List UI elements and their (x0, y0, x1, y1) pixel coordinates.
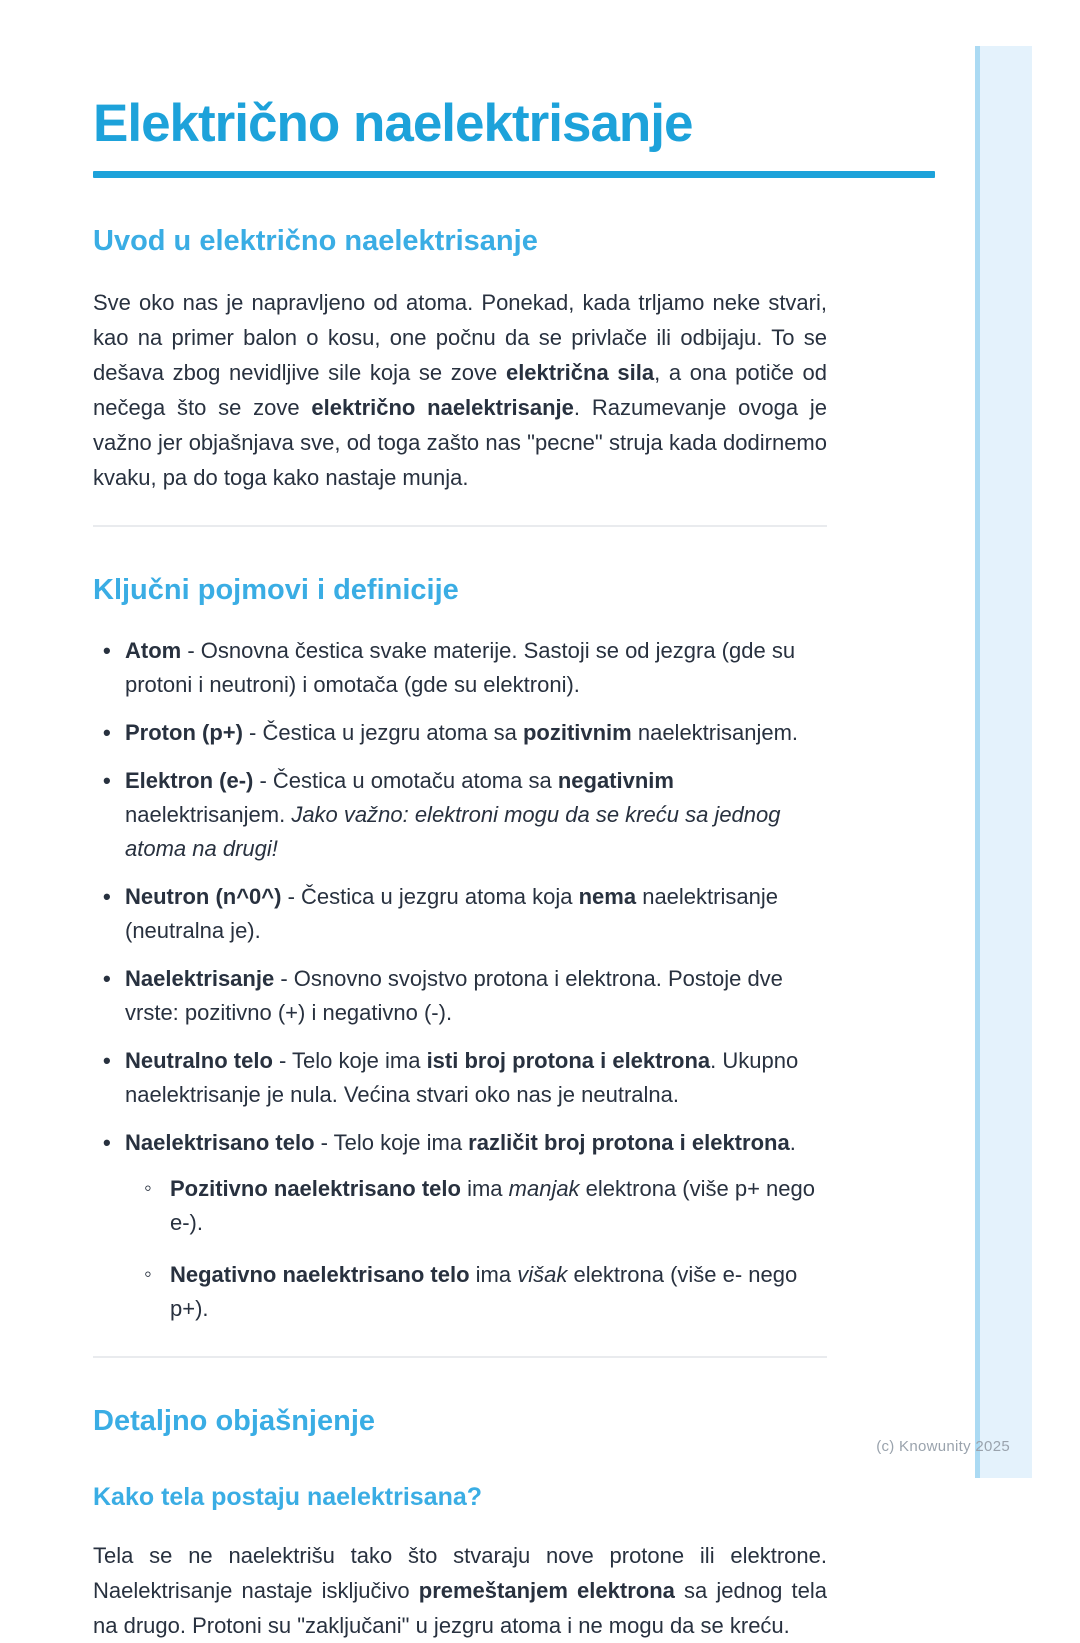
text-segment: različit broj protona i elektrona (468, 1129, 790, 1155)
text-segment: Elektron (e-) (125, 767, 254, 793)
text-segment: nema (578, 883, 637, 909)
text-segment: naelektrisanjem. (631, 719, 799, 745)
text-segment: manjak (508, 1175, 580, 1201)
document-content (93, 0, 935, 1643)
text-segment: Neutralno telo (125, 1047, 273, 1073)
text-segment: - Osnovna čestica svake materije. Sastoji se od jezgra (gde su protoni i neutroni) i omotača (gde su elektroni). (125, 637, 796, 697)
section-heading-key-terms: Ključni pojmovi i definicije (93, 573, 459, 606)
section-heading-detail: Detaljno objašnjenje (93, 1404, 375, 1437)
title-underline (93, 171, 935, 178)
text-segment: Naelektrisano telo (125, 1129, 315, 1155)
text-segment: . (789, 1129, 796, 1155)
text-segment: - Čestica u jezgru atoma koja (281, 883, 579, 909)
list-item (125, 880, 827, 948)
text-segment: Pozitivno naelektrisano telo (170, 1175, 461, 1201)
text-segment: negativnim (557, 767, 674, 793)
text-segment: - Telo koje ima (314, 1129, 469, 1155)
text-segment: , a ona potiče od nečega što se zove (93, 359, 827, 420)
page-title: Električno naelektrisanje (93, 94, 693, 153)
sub-list (125, 1172, 827, 1326)
section-heading-intro: Uvod u električno naelektrisanje (93, 224, 538, 257)
text-segment: Sve oko nas je napravljeno od atoma. Ponekad, kada trljamo neke stvari, kao na primer balon o kosu, one počnu da se privlače ili odbijaju. To se dešava zbog nevidljive sile koja se zove (93, 289, 827, 385)
key-terms-list (93, 634, 827, 1326)
text-segment: - Telo koje ima (272, 1047, 427, 1073)
section-divider (93, 1356, 827, 1358)
section-divider (93, 525, 827, 527)
text-segment: . Razumevanje ovoga je važno jer objašnjava sve, od toga zašto nas "pecne" struja kada dodirnemo kvaku, pa do toga kako nastaje munja. (93, 394, 827, 490)
text-segment: premeštanjem elektrona (418, 1578, 675, 1604)
text-segment: Jako važno: elektroni mogu da se kreću sa jednog atoma na drugi! (125, 801, 781, 861)
intro-paragraph (93, 285, 827, 495)
text-segment: Atom (125, 637, 182, 663)
text-segment: Naelektrisanje (125, 965, 275, 991)
text-segment: električno naelektrisanje (311, 394, 574, 420)
sub-heading-how-bodies-charge: Kako tela postaju naelektrisana? (93, 1483, 483, 1512)
text-segment: naelektrisanjem. (125, 801, 292, 827)
text-segment: elektrona (više p+ nego e-). (170, 1175, 815, 1235)
text-segment: elektrona (više e- nego p+). (170, 1261, 798, 1321)
text-segment: pozitivnim (522, 719, 632, 745)
text-segment: . Ukupno naelektrisanje je nula. Većina stvari oko nas je neutralna. (125, 1047, 799, 1107)
text-segment: naelektrisanje (neutralna je). (125, 883, 778, 943)
detail-paragraph (93, 1538, 827, 1643)
text-segment: Tela se ne naelektrišu tako što stvaraju nove protone ili elektrone. Naelektrisanje nastaje isključivo (93, 1543, 827, 1604)
list-item (125, 1126, 827, 1326)
list-item (125, 1044, 827, 1112)
text-segment: višak (517, 1261, 568, 1287)
side-accent-strip (975, 46, 1032, 1478)
sub-list-item (170, 1172, 827, 1240)
text-segment: Neutron (n^0^) (125, 883, 282, 909)
text-segment: Proton (p+) (125, 719, 243, 745)
text-segment: sa jednog tela na drugo. Protoni su "zaključani" u jezgru atoma i ne mogu da se kreću. (93, 1578, 828, 1639)
text-segment: - Čestica u omotaču atoma sa (253, 767, 558, 793)
list-item (125, 962, 827, 1030)
text-segment: - Čestica u jezgru atoma sa (242, 719, 523, 745)
text-segment: električna sila (505, 359, 655, 385)
text-segment: ima (469, 1261, 518, 1287)
text-segment: Negativno naelektrisano telo (170, 1261, 470, 1287)
list-item (125, 716, 827, 750)
list-item (125, 634, 827, 702)
text-segment: isti broj protona i elektrona (426, 1047, 711, 1073)
list-item (125, 764, 827, 866)
copyright-watermark: (c) Knowunity 2025 (876, 1438, 1010, 1455)
text-segment: - Osnovno svojstvo protona i elektrona. Postoje dve vrste: pozitivno (+) i negativno (-). (125, 965, 783, 1025)
sub-list-item (170, 1258, 827, 1326)
text-segment: ima (460, 1175, 509, 1201)
